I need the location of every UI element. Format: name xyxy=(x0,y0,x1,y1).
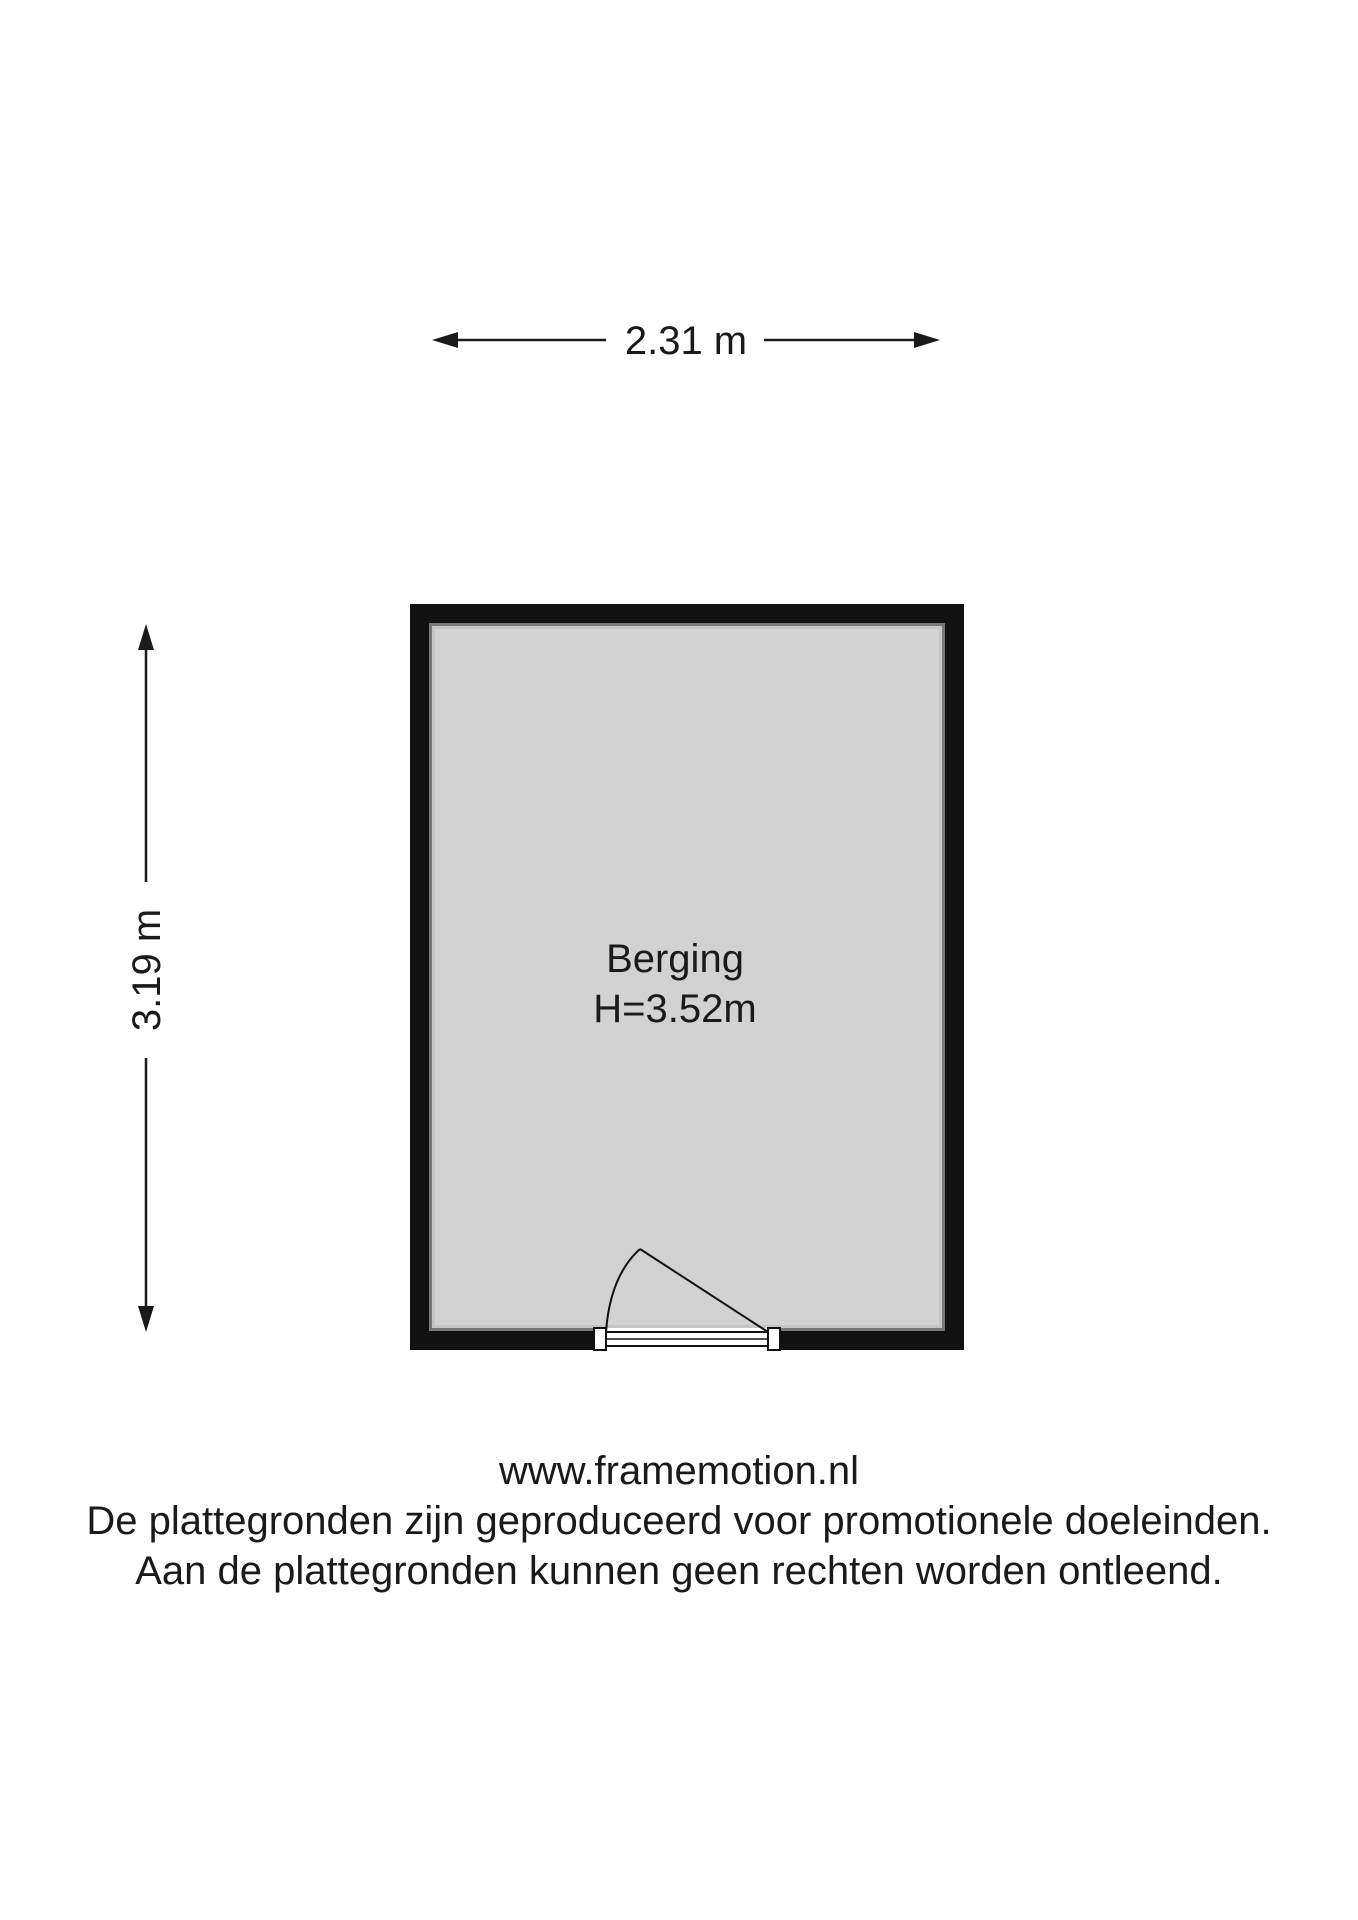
room-height: H=3.52m xyxy=(593,987,757,1031)
arrow-down-icon xyxy=(138,1306,154,1332)
arrow-left-icon xyxy=(432,332,458,348)
website-link[interactable]: www.framemotion.nl xyxy=(498,1449,860,1493)
door-frame-left xyxy=(594,1328,606,1350)
width-dimension-label: 2.31 m xyxy=(624,319,748,363)
room-berging xyxy=(410,604,964,1350)
disclaimer-line-2: Aan de plattegronden kunnen geen rechten worden ontleend. xyxy=(135,1549,1223,1593)
door-frame-right xyxy=(768,1328,780,1350)
width-dimension xyxy=(432,319,940,363)
room-name: Berging xyxy=(606,937,744,981)
arrow-up-icon xyxy=(138,624,154,650)
height-dimension-label: 3.19 m xyxy=(125,908,169,1032)
footer xyxy=(0,1446,1358,1596)
height-dimension xyxy=(125,624,169,1332)
arrow-right-icon xyxy=(914,332,940,348)
disclaimer-line-1: De plattegronden zijn geproduceerd voor promotionele doeleinden. xyxy=(86,1499,1272,1543)
